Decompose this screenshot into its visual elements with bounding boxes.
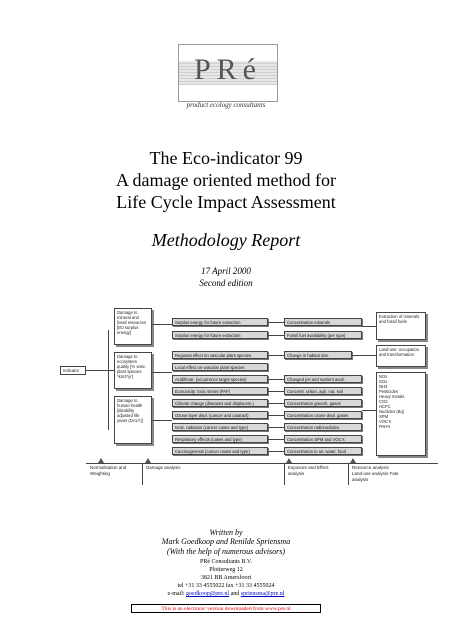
damage-box-health: Damage to human health [disability adjusted life years (DALY)] (114, 396, 152, 444)
connector-line (268, 439, 284, 440)
email-line (0, 590, 452, 598)
email-link-spriensma[interactable]: spriensma@pre.nl (240, 591, 285, 597)
up-arrow-icon (350, 458, 356, 463)
up-arrow-icon (98, 458, 104, 463)
connector-line (108, 330, 109, 430)
connector-line (268, 451, 284, 452)
connector-line (268, 427, 284, 428)
indicator-box: Indicator (60, 366, 86, 375)
footer-divider (142, 463, 143, 485)
company-name: PRé Consultants B.V. (200, 559, 252, 565)
footer-divider (284, 463, 285, 485)
emissions-box (376, 372, 426, 456)
up-arrow-icon (145, 458, 151, 463)
up-arrow-icon (286, 458, 292, 463)
footer-resource-analysis: Resource analysis Land-use analysis Fate analysis (352, 465, 399, 482)
effect-bar: Regional effect on vascular plant species (172, 351, 268, 359)
street-address: Plotterweg 12 (209, 567, 243, 573)
report-subtitle: Methodology Report (151, 230, 301, 250)
title-line-1: The Eco-indicator 99 (149, 148, 303, 168)
report-edition: Second edition (199, 278, 253, 288)
written-by: Written by (209, 528, 243, 537)
connector-line (268, 379, 284, 380)
connector-line (352, 355, 376, 356)
connector-line (268, 355, 284, 356)
emission-item: SOx (379, 379, 388, 384)
connector-line (268, 403, 284, 404)
connector-line (86, 370, 114, 371)
effect-bar: Surplus energy for future extraction (172, 318, 268, 326)
emission-item: HCFC (379, 404, 391, 409)
emission-item: NH3 (379, 384, 388, 389)
analysis-bar: Concentration ozone depl. gases (284, 411, 362, 419)
effect-bar: Respiratory effects (cases and type) (172, 435, 268, 443)
damage-box-resources: Damage to mineral and fossil resources [MJ surplus energy] (114, 308, 152, 345)
logo-tagline: product ecology consultants (186, 101, 266, 109)
email-prefix: e-mail: (167, 591, 185, 597)
email-link-goedkoop[interactable]: goedkoop@pre.nl (186, 591, 230, 597)
title-line-3: Life Cycle Impact Assessment (116, 192, 336, 212)
emission-item: CO2 (379, 399, 388, 404)
analysis-bar: Concentration minerals (284, 318, 362, 326)
connector-line (268, 391, 284, 392)
extraction-box: Extraction of minerals and fossil fuels (376, 312, 426, 340)
report-date: 17 April 2000 (201, 266, 251, 276)
logo-text: PRé (193, 53, 262, 86)
footer-normalisation: Normalisation and Weighting (90, 465, 127, 476)
emission-item: SPM (379, 414, 389, 419)
emission-item: Pesticides (379, 389, 399, 394)
analysis-bar: Concentration greenh. gases (284, 399, 362, 407)
effect-bar: Carcinogenesis (cancer cases and type) (172, 447, 268, 455)
effect-bar: Ozone layer depl. (cancer and cataract) (172, 411, 268, 419)
effect-bar: Ecotoxicity: toxic stress (PAF) (172, 387, 268, 395)
helpers-note: (With the help of numerous advisors) (166, 547, 286, 556)
effect-bar: Climate change (diseases and displacem.) (172, 399, 268, 407)
pre-logo (178, 44, 278, 102)
connector-line (268, 415, 284, 416)
analysis-bar: Concentration radionuclides (284, 423, 362, 431)
emission-item: NOx (379, 374, 388, 379)
effect-bar: Surplus energy for future extraction (172, 331, 268, 339)
analysis-bar: Fossil fuel availability (per type) (284, 331, 362, 339)
effect-bar: Local effect on vascular plant species (172, 363, 268, 371)
emission-item: VOC's (379, 419, 391, 424)
damage-box-ecosystem: Damage to ecosystem quality [% vasc. plant species *km2*yr] (114, 352, 152, 389)
emission-item: Nuclides (Bq) (379, 409, 405, 414)
city-address: 3821 BB Amersfoort (200, 575, 252, 581)
analysis-bar: Concentr. urban, agri, nat. soil (284, 387, 362, 395)
landuse-box: Land-use: occupation and transformation (376, 345, 426, 367)
download-notice: This is an electronic version downloaded from www.pre.nl (131, 604, 321, 613)
analysis-bar: Concentration SPM and VOC's (284, 435, 362, 443)
authors: Mark Goedkoop and Renilde Spriensma (161, 537, 291, 546)
effect-bar: Ioniz. radiation (cancer cases and type) (172, 423, 268, 431)
phone-fax: tel +31 33 4555022 fax +31 33 4555024 (177, 583, 275, 589)
emission-item: PAH's (379, 424, 391, 429)
connector-line (362, 410, 376, 411)
footer-exposure-analysis: Exposure and Effect analysis (288, 465, 329, 476)
footer-divider (348, 463, 349, 485)
analysis-bar: Change in habitat size (284, 351, 352, 359)
footer-rule (86, 463, 438, 464)
connector-line (268, 322, 284, 323)
title-line-2: A damage oriented method for (116, 170, 336, 190)
connector-line (362, 326, 376, 327)
effect-bar: Acidif/eutr. (occurrence target species) (172, 375, 268, 383)
connector-line (152, 372, 172, 373)
footer-damage-analysis: Damage analysis (146, 465, 181, 470)
connector-line (152, 420, 172, 421)
connector-line (152, 324, 172, 325)
connector-line (268, 335, 284, 336)
email-and: and (230, 591, 240, 597)
analysis-bar: Concentration in air, water, food (284, 447, 362, 455)
emission-item: Heavy metals (379, 394, 405, 399)
analysis-bar: Changed pH and nutrient avail. (284, 375, 362, 383)
